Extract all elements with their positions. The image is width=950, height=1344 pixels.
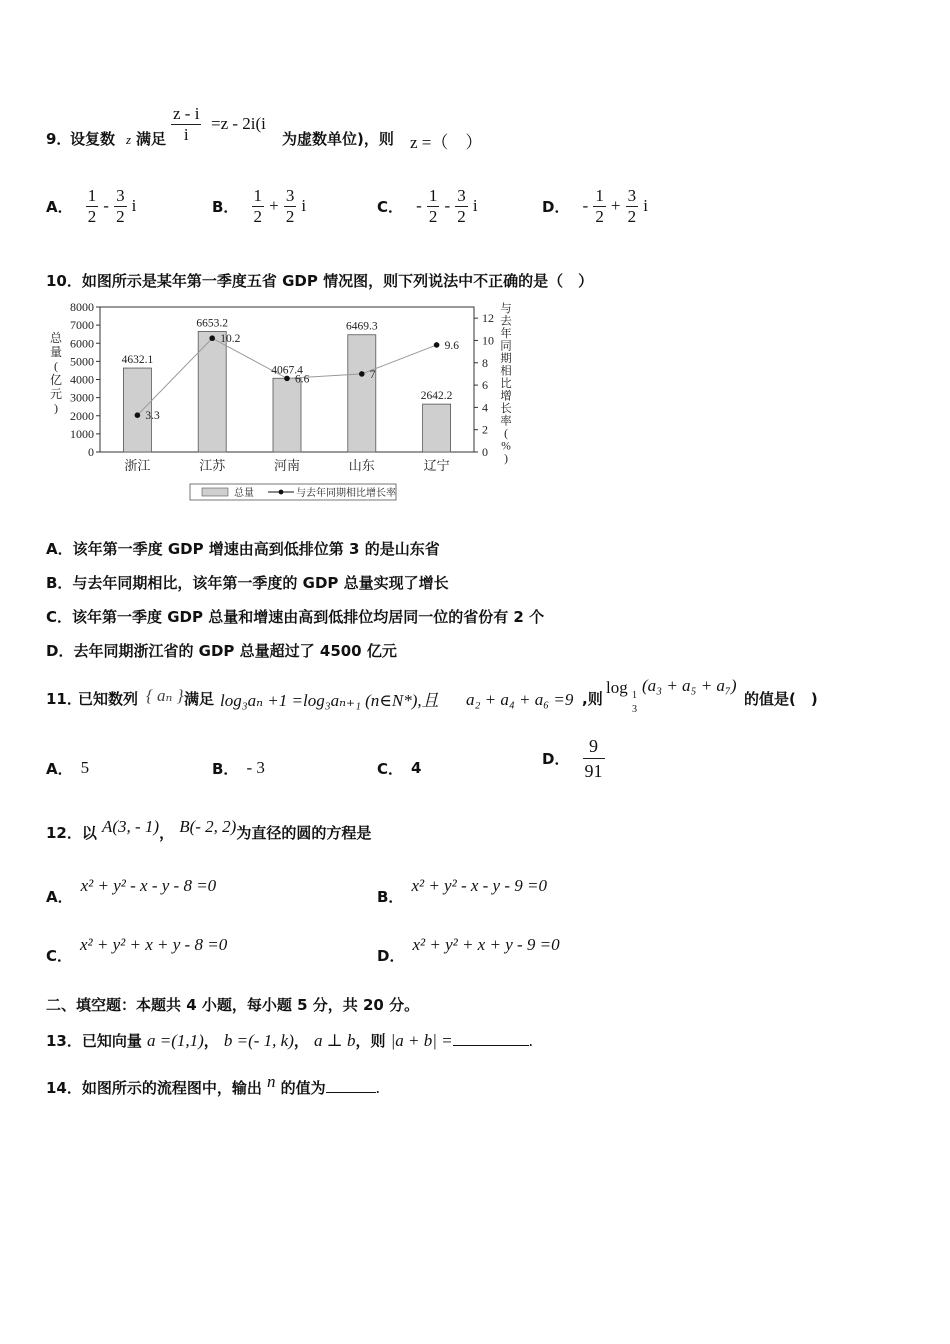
q10-stem: 10．如图所示是某年第一季度五省 GDP 情况图，则下列说法中不正确的是（ ）	[46, 272, 594, 290]
y2-tick-label: 0	[482, 445, 488, 459]
q11-option-b[interactable]	[212, 758, 265, 779]
growth-value-label: 6.6	[295, 373, 310, 386]
y2-axis-label-char: 相	[500, 365, 512, 378]
q11-option-a[interactable]	[46, 758, 89, 779]
y2-tick-label: 8	[482, 355, 488, 370]
q13-expr: |a + b| =	[390, 1031, 453, 1050]
x-tick-label: 辽宁	[423, 458, 450, 473]
y-axis-label-char: 元	[49, 387, 63, 401]
option-value: x² + y² - x - y - 8 =0	[80, 876, 217, 895]
option-frac-2: $\frac{3}{2}$	[116, 186, 125, 226]
q11-number: 11．	[46, 690, 82, 708]
y-tick-label: 0	[88, 445, 94, 459]
option-frac-1: $\frac{1}{2}$	[428, 186, 438, 226]
option-op: +	[610, 196, 621, 215]
q13-then: ，则	[355, 1032, 386, 1050]
bar-河南	[273, 378, 301, 452]
option-frac-2: $\frac{3}{2}$	[457, 186, 466, 226]
y2-tick-label: 2	[482, 422, 488, 437]
q13-number: 13．已知向量	[46, 1032, 142, 1050]
bar-value-label: 2642.2	[420, 390, 453, 403]
option-frac-1: $\frac{1}{2}$	[253, 186, 263, 226]
y-tick-label: 6000	[70, 336, 94, 351]
option-unit: i	[301, 196, 307, 215]
option-unit: i	[643, 196, 648, 215]
option-label: D．	[542, 750, 570, 768]
y2-axis-label-char: )	[504, 453, 508, 465]
option-label: A．	[46, 760, 73, 778]
option-value: x² + y² + x + y - 9 =0	[412, 935, 560, 954]
y2-tick-label: 12	[482, 311, 494, 326]
legend-line-label: 与去年同期相比增长率	[296, 488, 396, 499]
q10-option-a[interactable]: A．该年第一季度 GDP 增速由高到低排位第 3 的是山东省	[46, 540, 440, 558]
x-tick-label: 山东	[348, 458, 375, 473]
q14-answer-blank[interactable]	[326, 1078, 376, 1093]
y2-tick-label: 6	[482, 378, 488, 393]
y2-axis-label-char: 年	[500, 328, 512, 340]
x-tick-label: 江苏	[199, 458, 226, 473]
q10-option-b[interactable]: B．与去年同期相比，该年第一季度的 GDP 总量实现了增长	[46, 574, 449, 592]
bar-value-label: 4632.1	[121, 354, 154, 367]
option-frac-1: $\frac{1}{2}$	[595, 186, 604, 226]
y2-axis-label-char: 长	[500, 403, 512, 415]
q9-option-d[interactable]	[542, 186, 648, 227]
q9-number: 9．	[46, 130, 72, 148]
q9-ask: z =（ ）	[410, 133, 483, 152]
option-unit: i	[131, 196, 137, 215]
q12-option-b[interactable]	[377, 876, 547, 906]
y-tick-label: 1000	[70, 426, 94, 441]
growth-value-label: 10.2	[220, 333, 241, 346]
option-sign: -	[582, 196, 589, 215]
growth-point	[135, 412, 141, 418]
option-label: D．	[377, 947, 405, 965]
q14-end: .	[375, 1078, 380, 1097]
growth-value-label: 7	[369, 368, 376, 381]
y2-axis-label-char: 去	[500, 315, 512, 328]
option-op: -	[103, 196, 109, 215]
q9-frac-num: z - i	[173, 104, 200, 123]
option-label: A．	[46, 888, 73, 906]
option-op: +	[269, 196, 279, 215]
q13-vector-a: a =(1,1)	[146, 1031, 204, 1050]
bar-value-label: 6469.3	[345, 320, 378, 333]
q12-point-a: A(3, - 1)	[101, 817, 160, 836]
q9-frac-den: i	[183, 125, 189, 144]
legend-line-marker	[279, 490, 284, 495]
q11-base-num: 1	[632, 690, 637, 701]
option-label: A．	[46, 198, 73, 216]
q13-vector-b: b =(- 1, k)	[223, 1031, 294, 1050]
q13-end: .	[528, 1031, 533, 1050]
q9-satisfy: 满足	[136, 130, 167, 148]
y2-axis-label-char: 同	[500, 340, 512, 353]
y2-axis-label-char: 增	[500, 390, 512, 403]
growth-point	[284, 376, 290, 382]
q9-var-z: z	[126, 132, 132, 147]
q9-suffix: 为虚数单位)，则	[282, 130, 394, 148]
section-heading: 二、填空题：本题共 4 小题，每小题 5 分，共 20 分。	[46, 996, 420, 1014]
q13-answer-blank[interactable]	[453, 1031, 529, 1046]
option-value: 5	[80, 758, 90, 777]
x-tick-label: 河南	[273, 458, 301, 473]
y-tick-label: 4000	[70, 372, 94, 387]
option-op: -	[444, 196, 451, 215]
option-frac-1: $\frac{1}{2}$	[87, 186, 97, 226]
q9-option-a[interactable]	[46, 186, 136, 227]
legend-bar-label: 总量	[234, 488, 254, 499]
q11-text4: 的值是( )	[744, 690, 818, 708]
bar-江苏	[198, 331, 226, 452]
y-axis-label-char: 亿	[49, 373, 63, 387]
option-frac-2: $\frac{3}{2}$	[627, 186, 637, 226]
y2-axis-label-char: 率	[500, 415, 512, 428]
option-value: 4	[411, 759, 422, 777]
q14-text1: 14．如图所示的流程图中，输出	[46, 1079, 262, 1097]
option-value: - 3	[246, 758, 265, 777]
y2-tick-label: 4	[482, 400, 488, 415]
growth-point	[209, 335, 215, 341]
q9-fraction	[171, 104, 201, 145]
x-tick-label: 浙江	[124, 458, 151, 473]
y2-axis-label-char: 比	[500, 378, 512, 390]
q14-stem	[46, 1072, 380, 1098]
q12-number: 12．以	[46, 824, 97, 842]
growth-value-label: 9.6	[444, 339, 459, 352]
bar-value-label: 4067.4	[271, 364, 303, 377]
q11-rel: log₃aₙ +1 =log₃aₙ₊₁ (n∈N*),且	[220, 691, 439, 710]
q12-sep: ，	[159, 824, 175, 842]
option-frac: $\frac{9}{91}$	[584, 736, 603, 781]
q10-option-c[interactable]: C．该年第一季度 GDP 总量和增速由高到低排位均居同一位的省份有 2 个	[46, 608, 545, 626]
q11-seq: { aₙ }	[146, 686, 184, 705]
option-frac-2: $\frac{3}{2}$	[285, 186, 295, 226]
q11-text2: 满足	[184, 690, 215, 708]
q14-text2: 的值为	[280, 1079, 326, 1097]
q11-log: log	[606, 678, 628, 697]
y-axis-label-char: )	[54, 401, 58, 415]
q9-eq-rhs: =z - 2i(i	[211, 114, 266, 133]
bar-value-label: 6653.2	[196, 317, 229, 330]
bar-辽宁	[423, 404, 451, 452]
y2-axis-label-char: (	[504, 428, 508, 440]
q13-stem	[46, 1030, 533, 1051]
q11-arg: (a₃ + a₅ + a₇)	[642, 676, 737, 695]
y2-axis-label-char: 期	[500, 353, 512, 365]
q10-option-d[interactable]: D．去年同期浙江省的 GDP 总量超过了 4500 亿元	[46, 642, 397, 660]
q9-prefix: 设复数	[70, 130, 116, 148]
option-label: B．	[377, 888, 404, 906]
q11-text1: 已知数列	[78, 690, 139, 708]
growth-point	[434, 342, 440, 348]
option-label: C．	[377, 198, 404, 216]
q13-perp: a ⊥ b	[314, 1031, 356, 1050]
option-label: B．	[212, 198, 239, 216]
y-tick-label: 7000	[70, 318, 94, 333]
gdp-chart	[44, 298, 524, 508]
y-axis-label-char: 量	[49, 345, 63, 359]
q12-stem	[46, 817, 372, 843]
q12-suffix: 为直径的圆的方程是	[236, 824, 372, 842]
q12-option-d[interactable]	[377, 935, 560, 965]
q13-sep: ，	[203, 1032, 219, 1050]
y2-tick-label: 10	[482, 333, 494, 348]
y-axis-label-char: 总	[49, 331, 63, 345]
q11-base-den: 3	[632, 704, 637, 715]
option-label: D．	[542, 198, 570, 216]
growth-point	[359, 371, 365, 377]
q11-option-c[interactable]	[377, 758, 421, 779]
option-unit: i	[472, 196, 478, 215]
growth-value-label: 3.3	[145, 410, 160, 423]
option-sign: -	[416, 196, 422, 215]
legend-bar-swatch	[202, 488, 228, 496]
q11-cond: a₂ + a₄ + a₆ =9	[466, 690, 574, 709]
option-value: x² + y² - x - y - 9 =0	[411, 876, 547, 895]
q13-sep: ，	[293, 1032, 309, 1050]
y-tick-label: 8000	[70, 300, 94, 314]
option-label: B．	[212, 760, 239, 778]
y-tick-label: 5000	[70, 354, 94, 369]
option-label: C．	[46, 947, 73, 965]
y2-axis-label-char: %	[501, 440, 511, 453]
q11-text3: ,则	[582, 690, 603, 708]
y-axis-label-char: (	[54, 359, 58, 373]
q9-option-b[interactable]	[212, 186, 306, 227]
option-label: C．	[377, 760, 404, 778]
q14-n: n	[266, 1072, 276, 1091]
q11-option-d[interactable]	[542, 734, 605, 783]
option-value: x² + y² + x + y - 8 =0	[80, 935, 228, 954]
y-tick-label: 3000	[70, 390, 94, 405]
q9-option-c[interactable]	[377, 186, 478, 227]
q12-option-a[interactable]	[46, 876, 217, 906]
q12-option-c[interactable]	[46, 935, 228, 965]
y2-axis-label-char: 与	[500, 303, 512, 315]
q12-point-b: B(- 2, 2)	[179, 817, 237, 836]
bar-山东	[348, 335, 376, 452]
y-tick-label: 2000	[70, 408, 94, 423]
